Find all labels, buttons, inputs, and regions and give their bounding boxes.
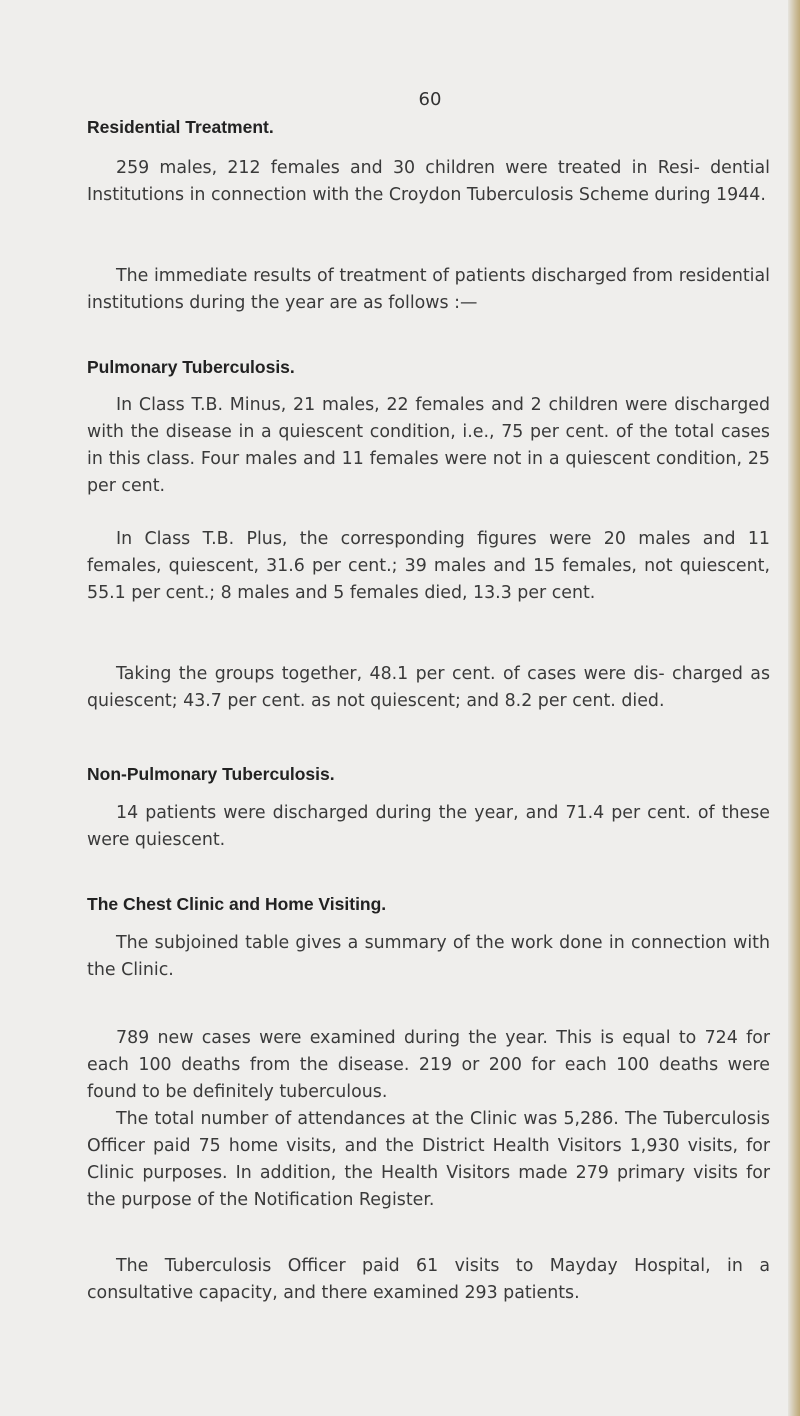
paragraph-treated-totals: 259 males, 212 females and 30 children were treated in Resi- dential Institutions in connection with the Croydon Tuberculosis Scheme during 1944. (87, 158, 770, 205)
heading-residential-treatment: Residential Treatment. (87, 117, 274, 137)
paragraph-attendances: The total number of attendances at the Clinic was 5,286. The Tuberculosis Officer paid 75 home visits, and the District Health Visitors 1,930 visits, for Clinic purposes. In addition, the Health Visitors made 279 primary visits for the purpose of the Notification Register. (87, 1109, 770, 1210)
page-edge (788, 0, 800, 1416)
page-number: 60 (418, 89, 442, 110)
paragraph-mayday-hospital: The Tuberculosis Officer paid 61 visits to Mayday Hospital, in a consultative capacity, and there examined 293 patients. (87, 1256, 770, 1303)
heading-non-pulmonary-tuberculosis: Non-Pulmonary Tuberculosis. (87, 764, 335, 784)
heading-chest-clinic: The Chest Clinic and Home Visiting. (87, 894, 387, 914)
paragraph-tb-plus: In Class T.B. Plus, the corresponding figures were 20 males and 11 females, quiescent, 31.6 per cent.; 39 males and 15 females, not quiescent, 55.1 per cent.; 8 males and 5 females died, 13.3 per cent. (87, 529, 770, 603)
paragraph-groups-together: Taking the groups together, 48.1 per cent. of cases were dis- charged as quiescent; 43.7 per cent. as not quiescent; and 8.2 per cent. died. (87, 664, 770, 711)
paragraph-table-summary: The subjoined table gives a summary of the work done in connection with the Clinic. (87, 933, 770, 980)
paragraph-new-cases: 789 new cases were examined during the year. This is equal to 724 for each 100 deaths from the disease. 219 or 200 for each 100 deaths were found to be definitely tuberculous. (87, 1028, 770, 1102)
paragraph-immediate-results: The immediate results of treatment of patients discharged from residential institutions during the year are as follows :— (87, 266, 770, 313)
paragraph-tb-minus: In Class T.B. Minus, 21 males, 22 females and 2 children were discharged with the disease in a quiescent condition, i.e., 75 per cent. of the total cases in this class. Four males and 11 females were not in a quiescent condition, 25 per cent. (87, 395, 770, 496)
paragraph-non-pulmonary-discharged: 14 patients were discharged during the year, and 71.4 per cent. of these were quiescent. (87, 803, 770, 850)
heading-pulmonary-tuberculosis: Pulmonary Tuberculosis. (87, 357, 295, 377)
